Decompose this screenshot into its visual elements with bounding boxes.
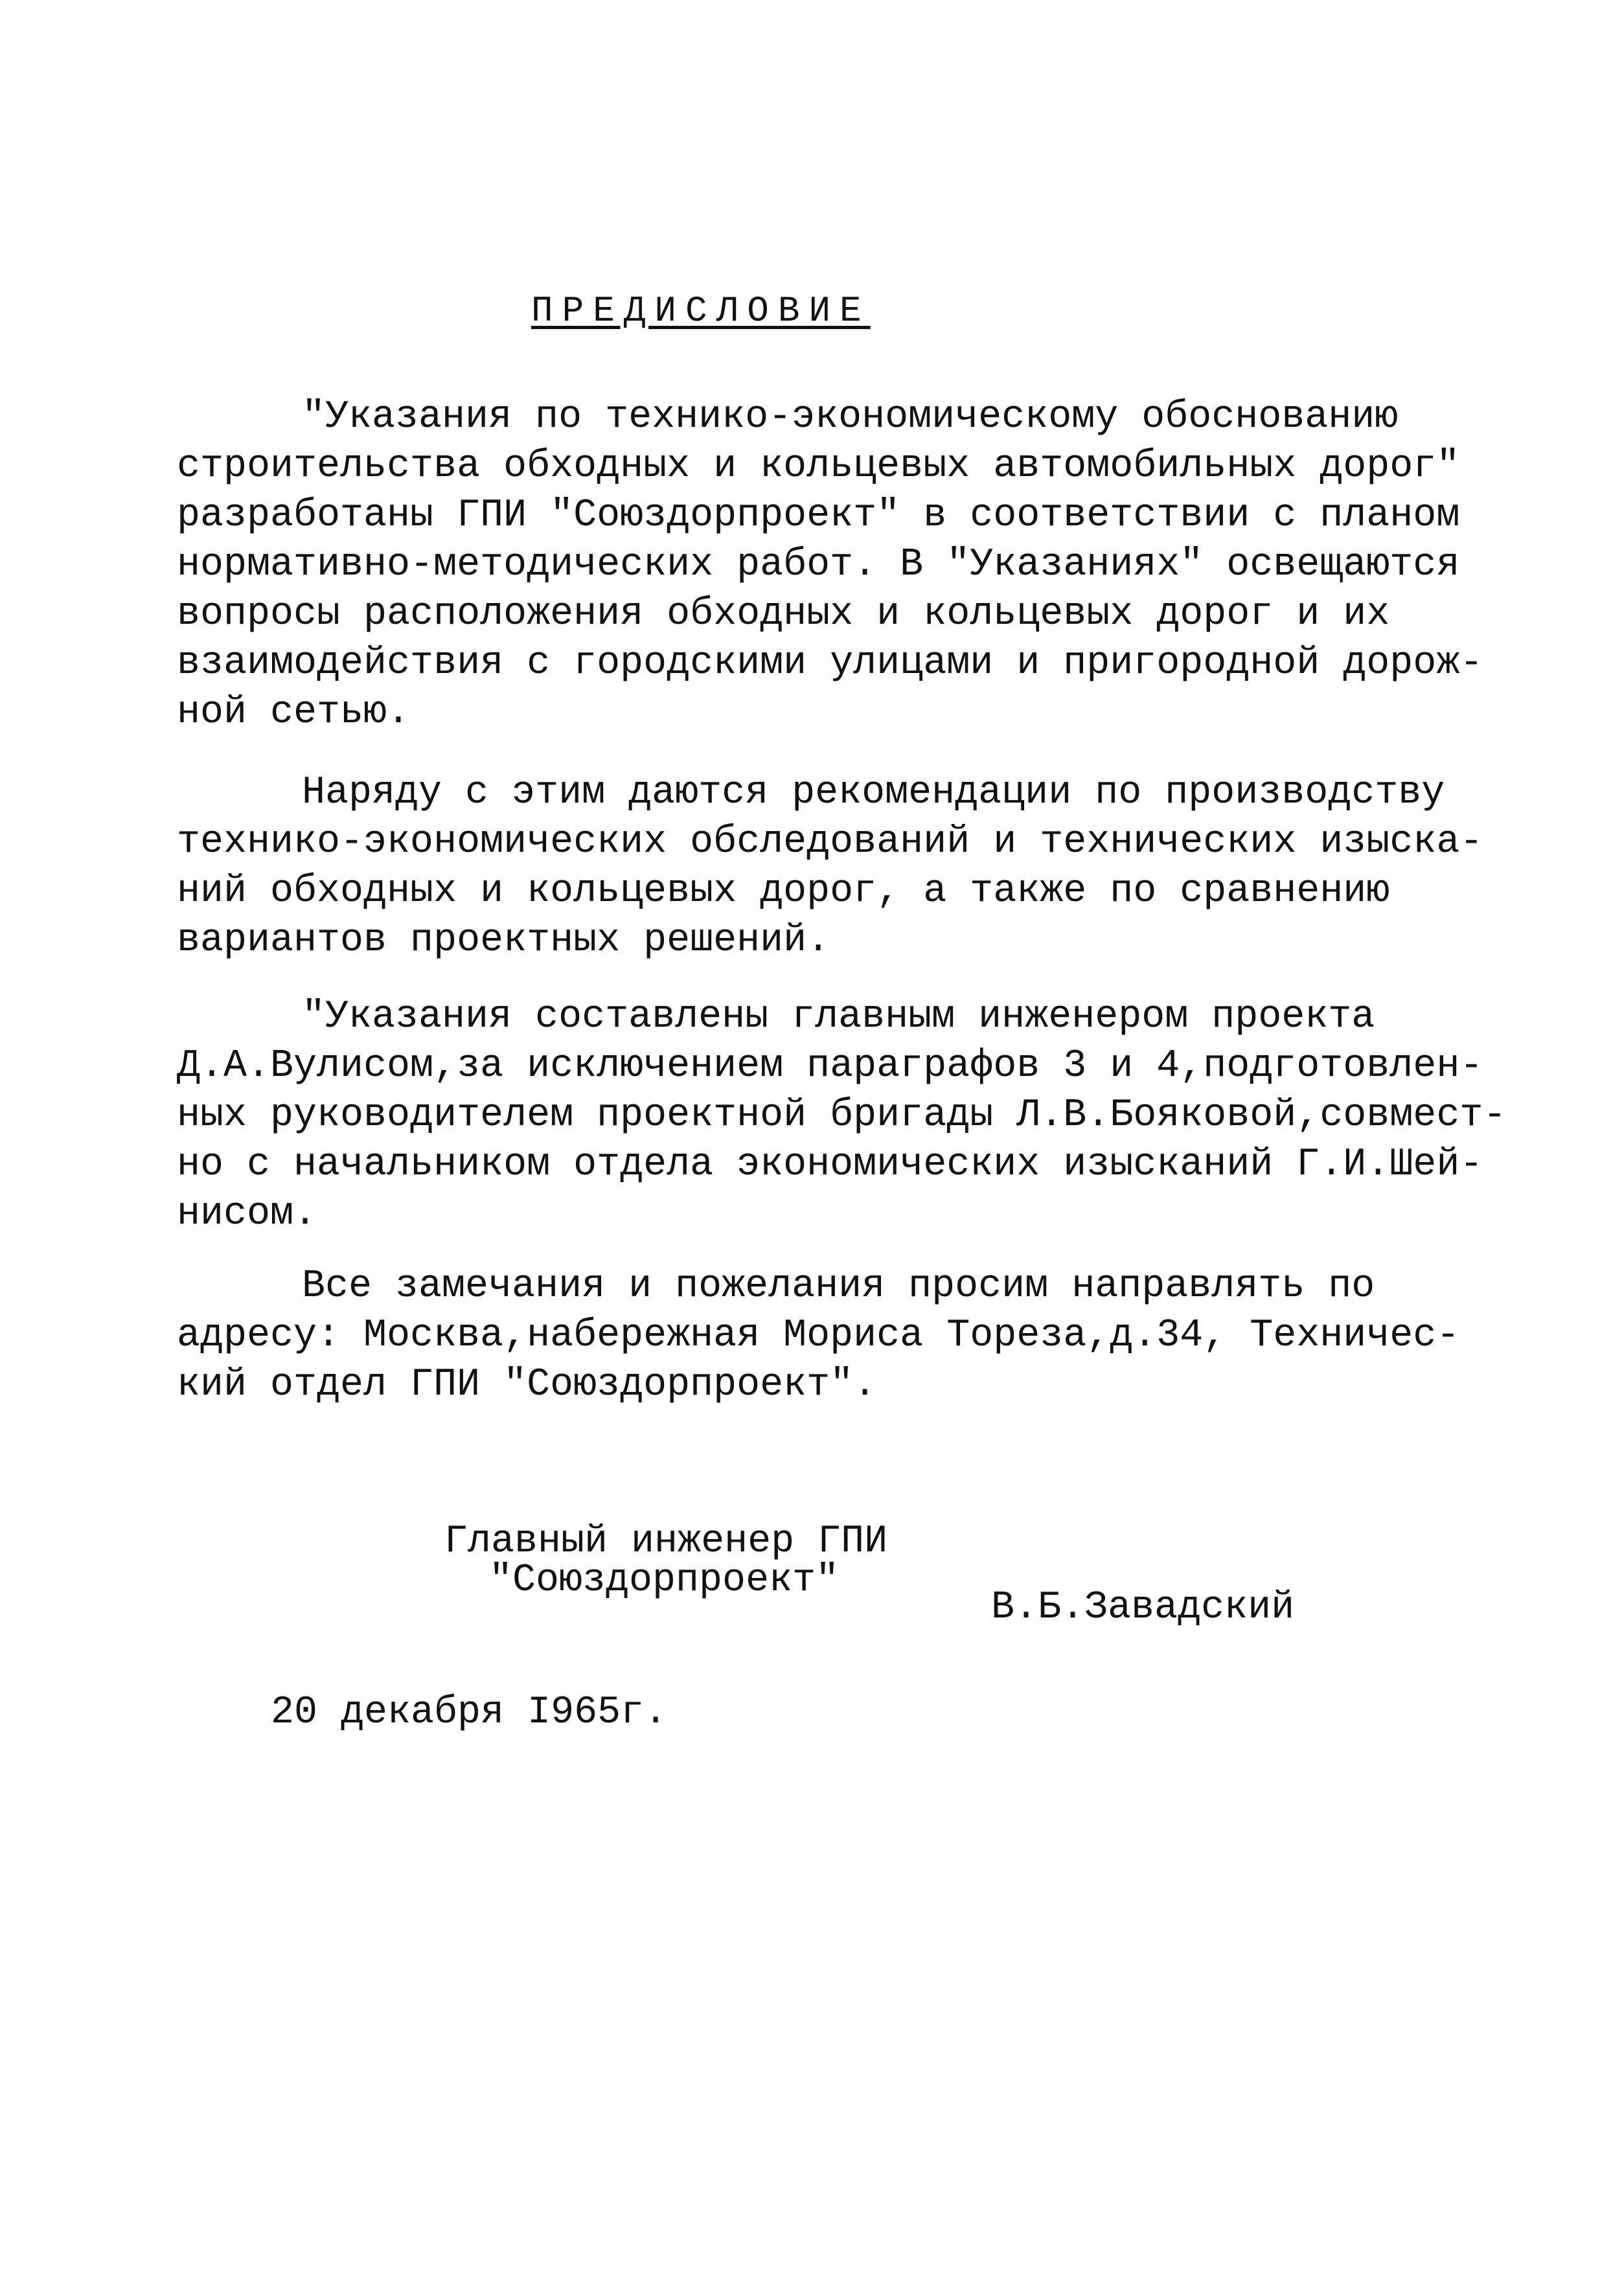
paragraph-1-line-4: нормативно-методических работ. В "Указаниях" освещаются xyxy=(177,543,1460,587)
signature-name: В.Б.Завадский xyxy=(991,1586,1295,1630)
signature-position-line-1: Главный инженер ГПИ xyxy=(444,1520,888,1564)
paragraph-2-line-4: вариантов проектных решений. xyxy=(177,919,830,963)
paragraph-3-line-3: ных руководителем проектной бригады Л.В.Бояковой,совмест- xyxy=(177,1093,1507,1137)
paragraph-3-line-4: но с начальником отдела экономических изысканий Г.И.Шей- xyxy=(177,1143,1483,1187)
paragraph-2-line-2: технико-экономических обследований и технических изыска- xyxy=(177,820,1483,864)
paragraph-1-line-2: строительства обходных и кольцевых автомобильных дорог" xyxy=(177,444,1460,488)
page-title: ПРЕДИСЛОВИЕ xyxy=(531,290,871,332)
document-date: 20 декабря I965г. xyxy=(271,1691,668,1735)
paragraph-4-line-3: кий отдел ГПИ "Союздорпроект". xyxy=(177,1363,877,1407)
signature-position-line-2: "Союздорпроект" xyxy=(489,1559,840,1603)
paragraph-3-line-5: нисом. xyxy=(177,1192,317,1236)
paragraph-1-line-1: "Указания по технико-экономическому обоснованию xyxy=(302,395,1399,439)
paragraph-2-line-1: Наряду с этим даются рекомендации по производству xyxy=(302,771,1445,815)
paragraph-1-line-3: разработаны ГПИ "Союздорпроект" в соответствии с планом xyxy=(177,494,1460,538)
paragraph-3-line-2: Д.А.Вулисом,за исключением параграфов 3 и 4,подготовлен- xyxy=(177,1044,1483,1088)
paragraph-1-line-6: взаимодействия с городскими улицами и пригородной дорож- xyxy=(177,641,1483,685)
paragraph-4-line-1: Все замечания и пожелания просим направлять по xyxy=(302,1264,1375,1308)
paragraph-1-line-5: вопросы расположения обходных и кольцевых дорог и их xyxy=(177,592,1390,636)
paragraph-1-line-7: ной сетью. xyxy=(177,691,411,735)
paragraph-4-line-2: адресу: Москва,набережная Мориса Тореза,д.34, Техничес- xyxy=(177,1314,1460,1358)
paragraph-3-line-1: "Указания составлены главным инженером проекта xyxy=(302,995,1375,1039)
paragraph-2-line-3: ний обходных и кольцевых дорог, а также по сравнению xyxy=(177,869,1390,913)
